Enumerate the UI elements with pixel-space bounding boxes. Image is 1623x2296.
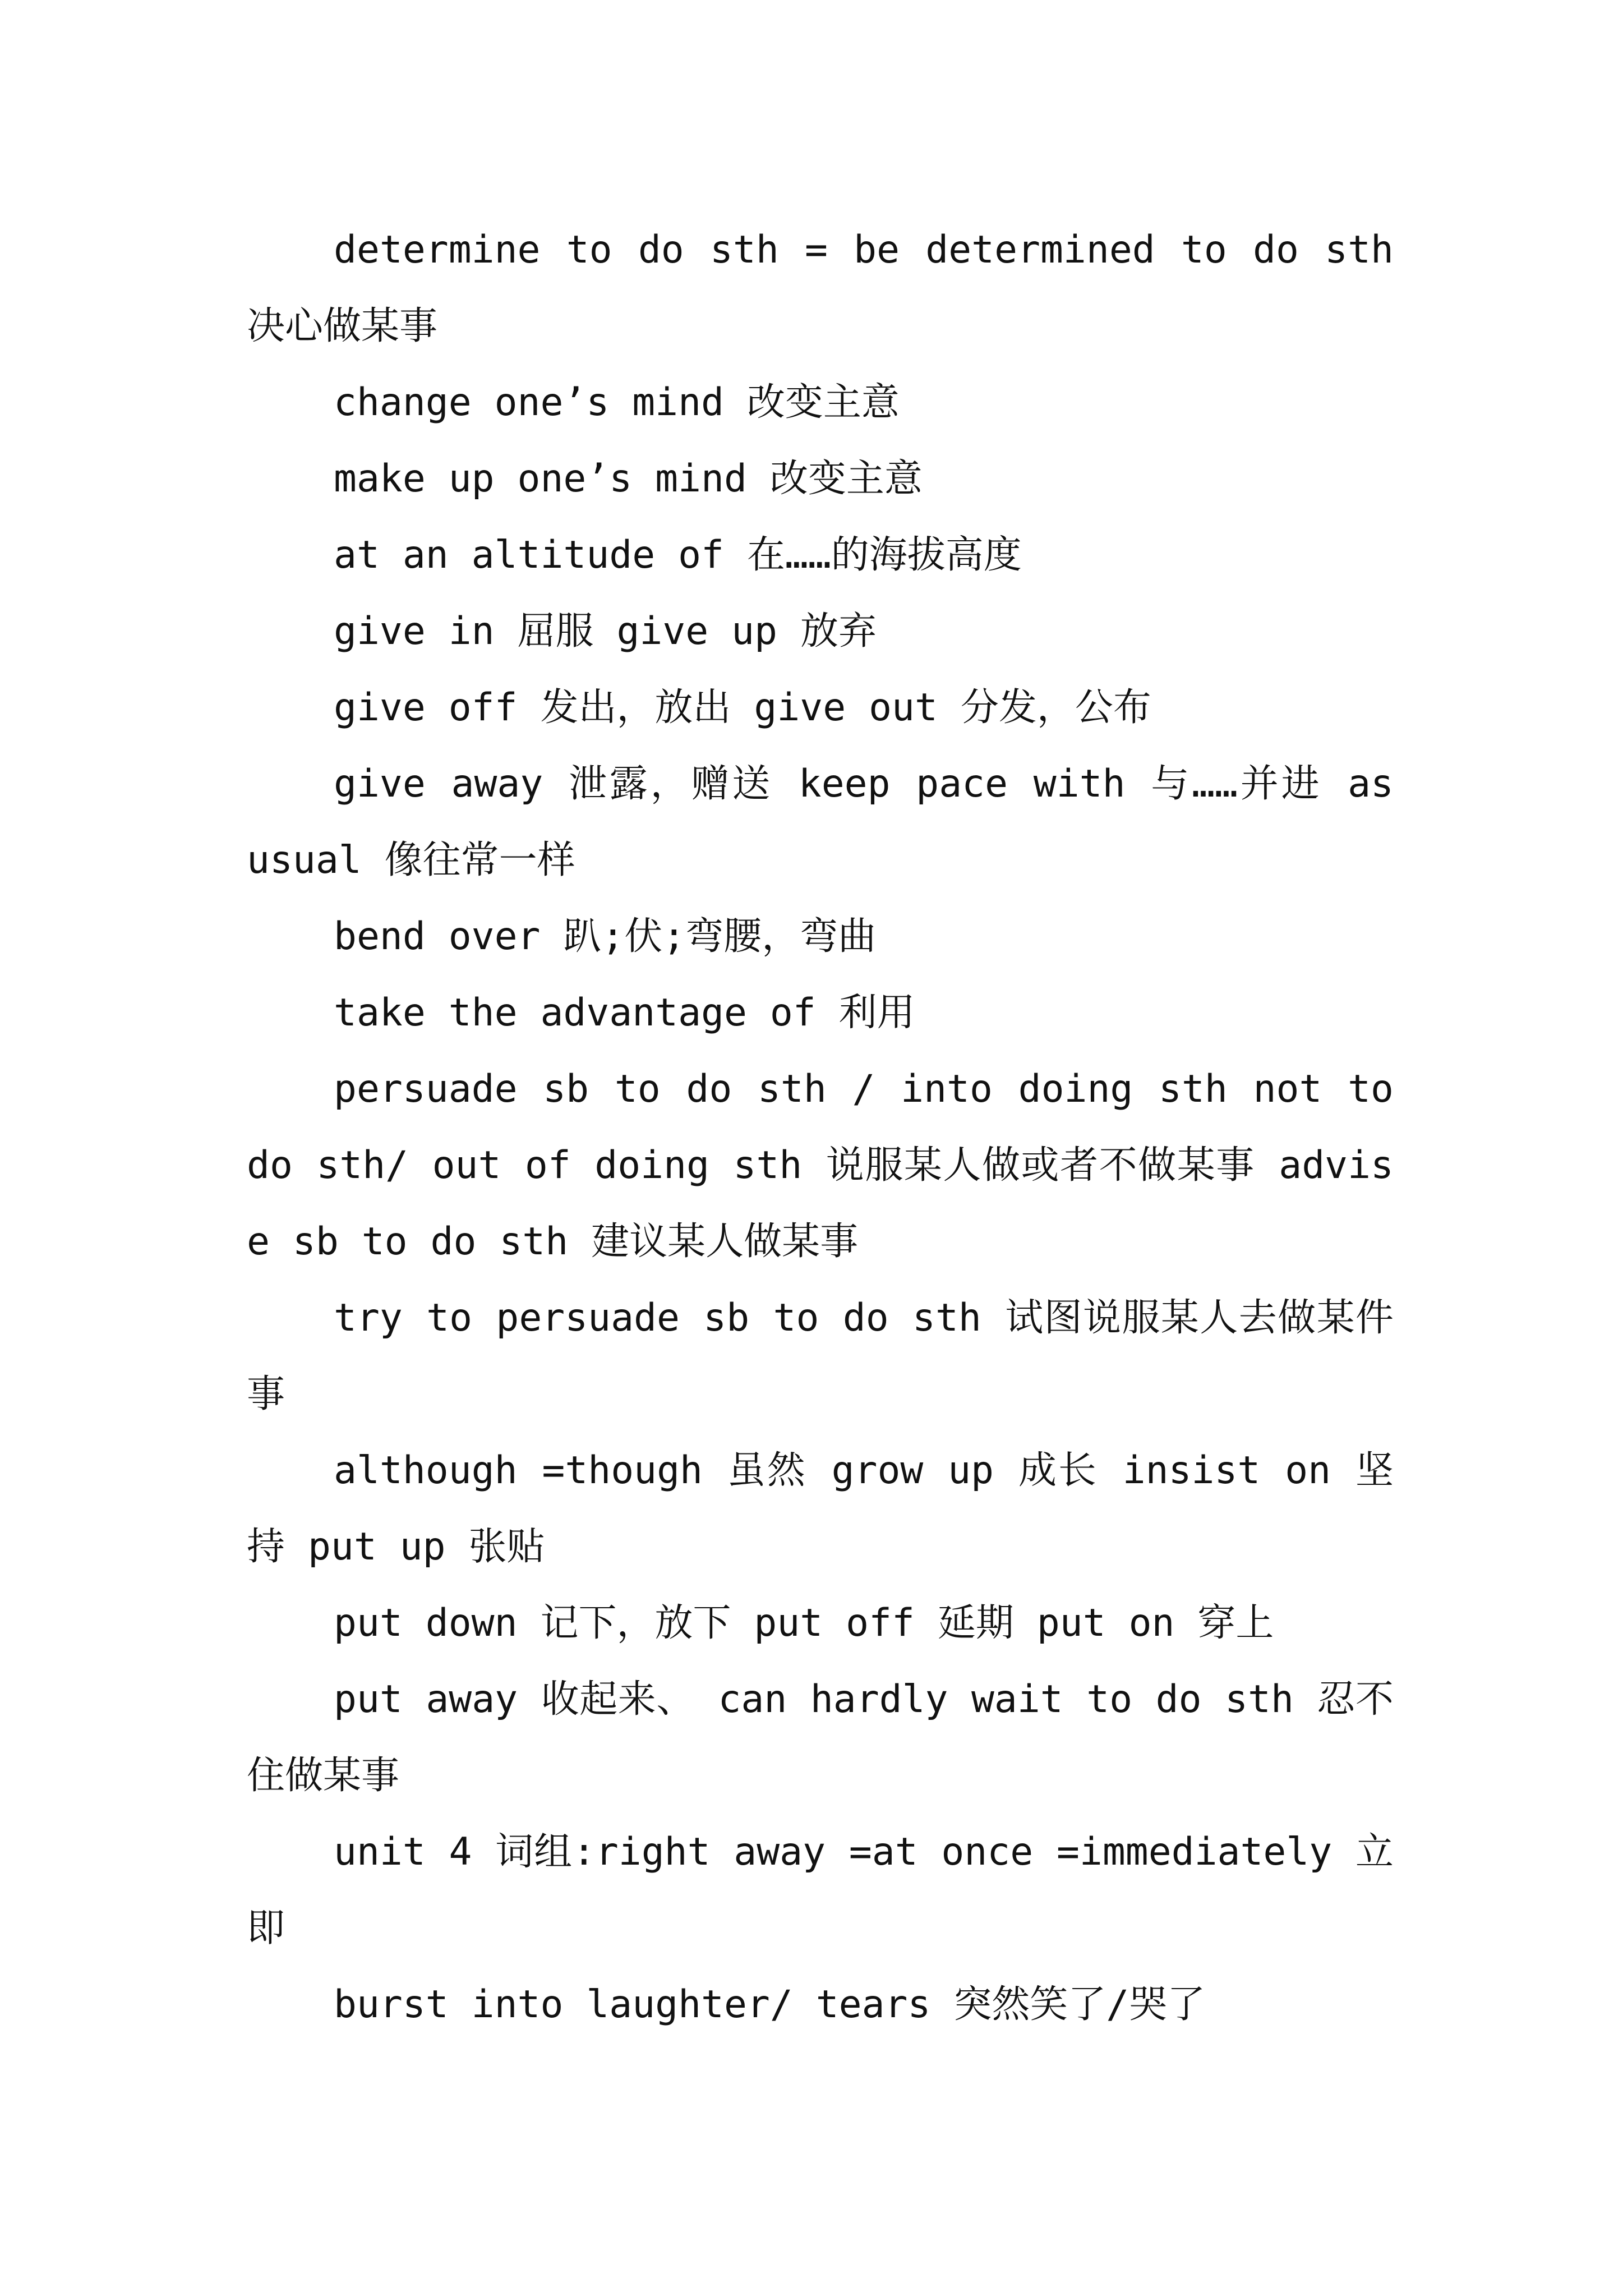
phrase-paragraph-14: put away 收起来、 can hardly wait to do sth 忍不住做某事 [247, 1677, 1394, 1798]
phrase-paragraph-7: give away 泄露，赠送 keep pace with 与……并进 as usual 像往常一样 [247, 762, 1394, 882]
document-page [247, 212, 1394, 2043]
phrase-paragraph-10: persuade sb to do sth / into doing sth not to do sth/ out of doing sth 说服某人做或者不做某事 advise sb to do sth 建议某人做某事 [247, 1067, 1394, 1264]
phrase-paragraph-11: try to persuade sb to do sth 试图说服某人去做某件事 [247, 1296, 1394, 1416]
phrase-paragraph-6: give off 发出，放出 give out 分发，公布 [334, 685, 1151, 730]
phrase-paragraph-16: burst into laughter/ tears 突然笑了/哭了 [334, 1982, 1206, 2027]
phrase-paragraph-13: put down 记下，放下 put off 延期 put on 穿上 [334, 1601, 1274, 1645]
phrase-paragraph-4: at an altitude of 在……的海拔高度 [334, 533, 1022, 577]
phrase-paragraph-2: change one’s mind 改变主意 [334, 380, 900, 425]
phrase-paragraph-12: although =though 虽然 grow up 成长 insist on 坚持 put up 张贴 [247, 1448, 1394, 1569]
phrase-paragraph-8: bend over 趴;伏;弯腰，弯曲 [334, 914, 877, 959]
phrase-paragraph-1: determine to do sth = be determined to do sth 决心做某事 [247, 228, 1394, 348]
phrase-paragraph-9: take the advantage of 利用 [334, 991, 915, 1035]
phrase-paragraph-15: unit 4 词组:right away =at once =immediately 立即 [247, 1830, 1394, 1950]
phrase-paragraph-3: make up one’s mind 改变主意 [334, 457, 923, 501]
phrase-paragraph-5: give in 屈服 give up 放弃 [334, 609, 877, 654]
